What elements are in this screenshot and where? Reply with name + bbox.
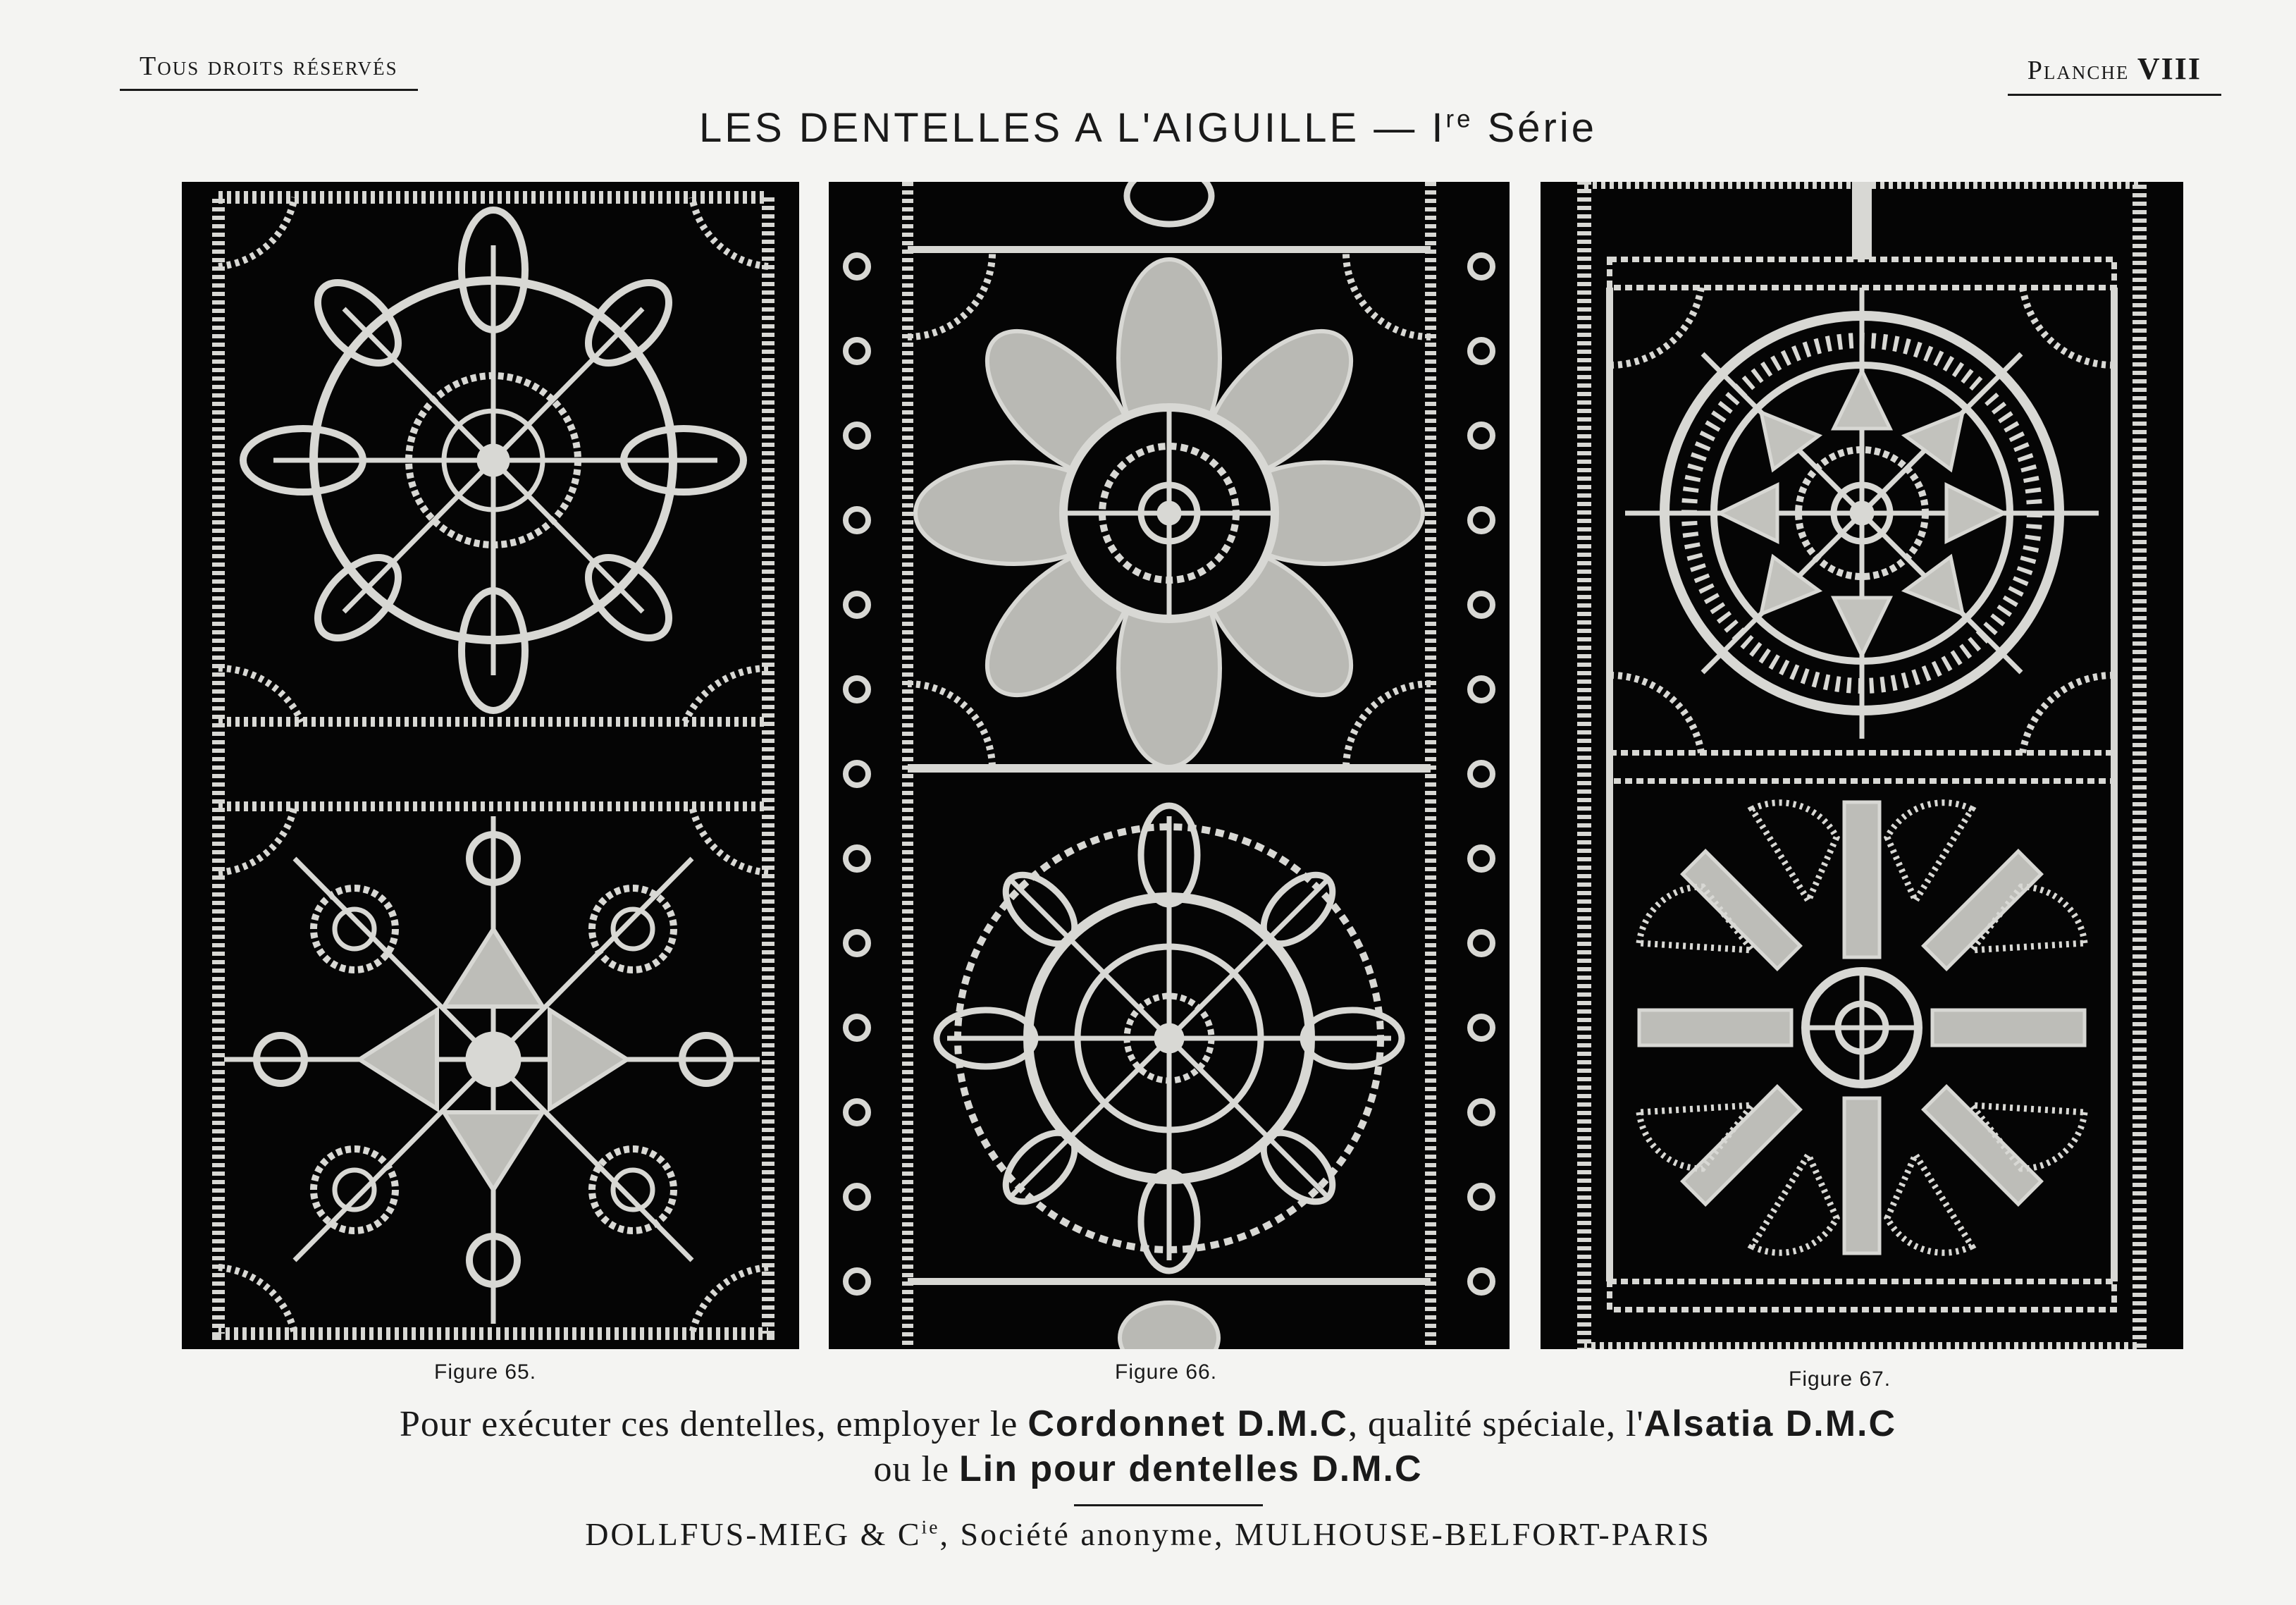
instructions-line-1: [0, 1403, 2296, 1445]
product-alsatia: Alsatia D.M.C: [1643, 1403, 1897, 1444]
publisher-footer: [0, 1515, 2296, 1553]
instructions-text: Pour exécuter ces dentelles, employer le: [399, 1404, 1028, 1444]
instructions-line-2: [0, 1448, 2296, 1490]
figure-caption-67: Figure 67.: [1789, 1367, 1891, 1391]
product-cordonnet: Cordonnet D.M.C: [1027, 1403, 1348, 1444]
figure-caption-66: Figure 66.: [1115, 1360, 1218, 1384]
instructions-text: ou le: [873, 1449, 959, 1489]
lace-figure-67: [1541, 182, 2183, 1349]
instructions-text: , qualité spéciale, l': [1347, 1404, 1644, 1444]
divider: [1074, 1504, 1263, 1506]
lace-figure-65: [182, 182, 799, 1349]
plate-label: [2008, 51, 2221, 96]
lace-figure-66: [829, 182, 1510, 1349]
title-superscript: re: [1445, 105, 1474, 133]
title-end: Série: [1473, 105, 1597, 151]
publisher-superscript: ie: [921, 1515, 940, 1538]
page-title: [0, 104, 2296, 152]
rights-notice: [120, 51, 418, 91]
publisher-name: DOLLFUS-MIEG & C: [585, 1516, 922, 1552]
product-lin: Lin pour dentelles D.M.C: [958, 1449, 1423, 1489]
plate-number: VIII: [2137, 51, 2202, 86]
title-main: LES DENTELLES A L'AIGUILLE — I: [699, 105, 1446, 151]
rights-text: Tous droits réservés: [140, 51, 398, 81]
publisher-location: , Société anonyme, MULHOUSE-BELFORT-PARIS: [939, 1516, 1711, 1552]
figure-caption-65: Figure 65.: [434, 1360, 537, 1384]
plate-word: Planche: [2027, 56, 2130, 85]
